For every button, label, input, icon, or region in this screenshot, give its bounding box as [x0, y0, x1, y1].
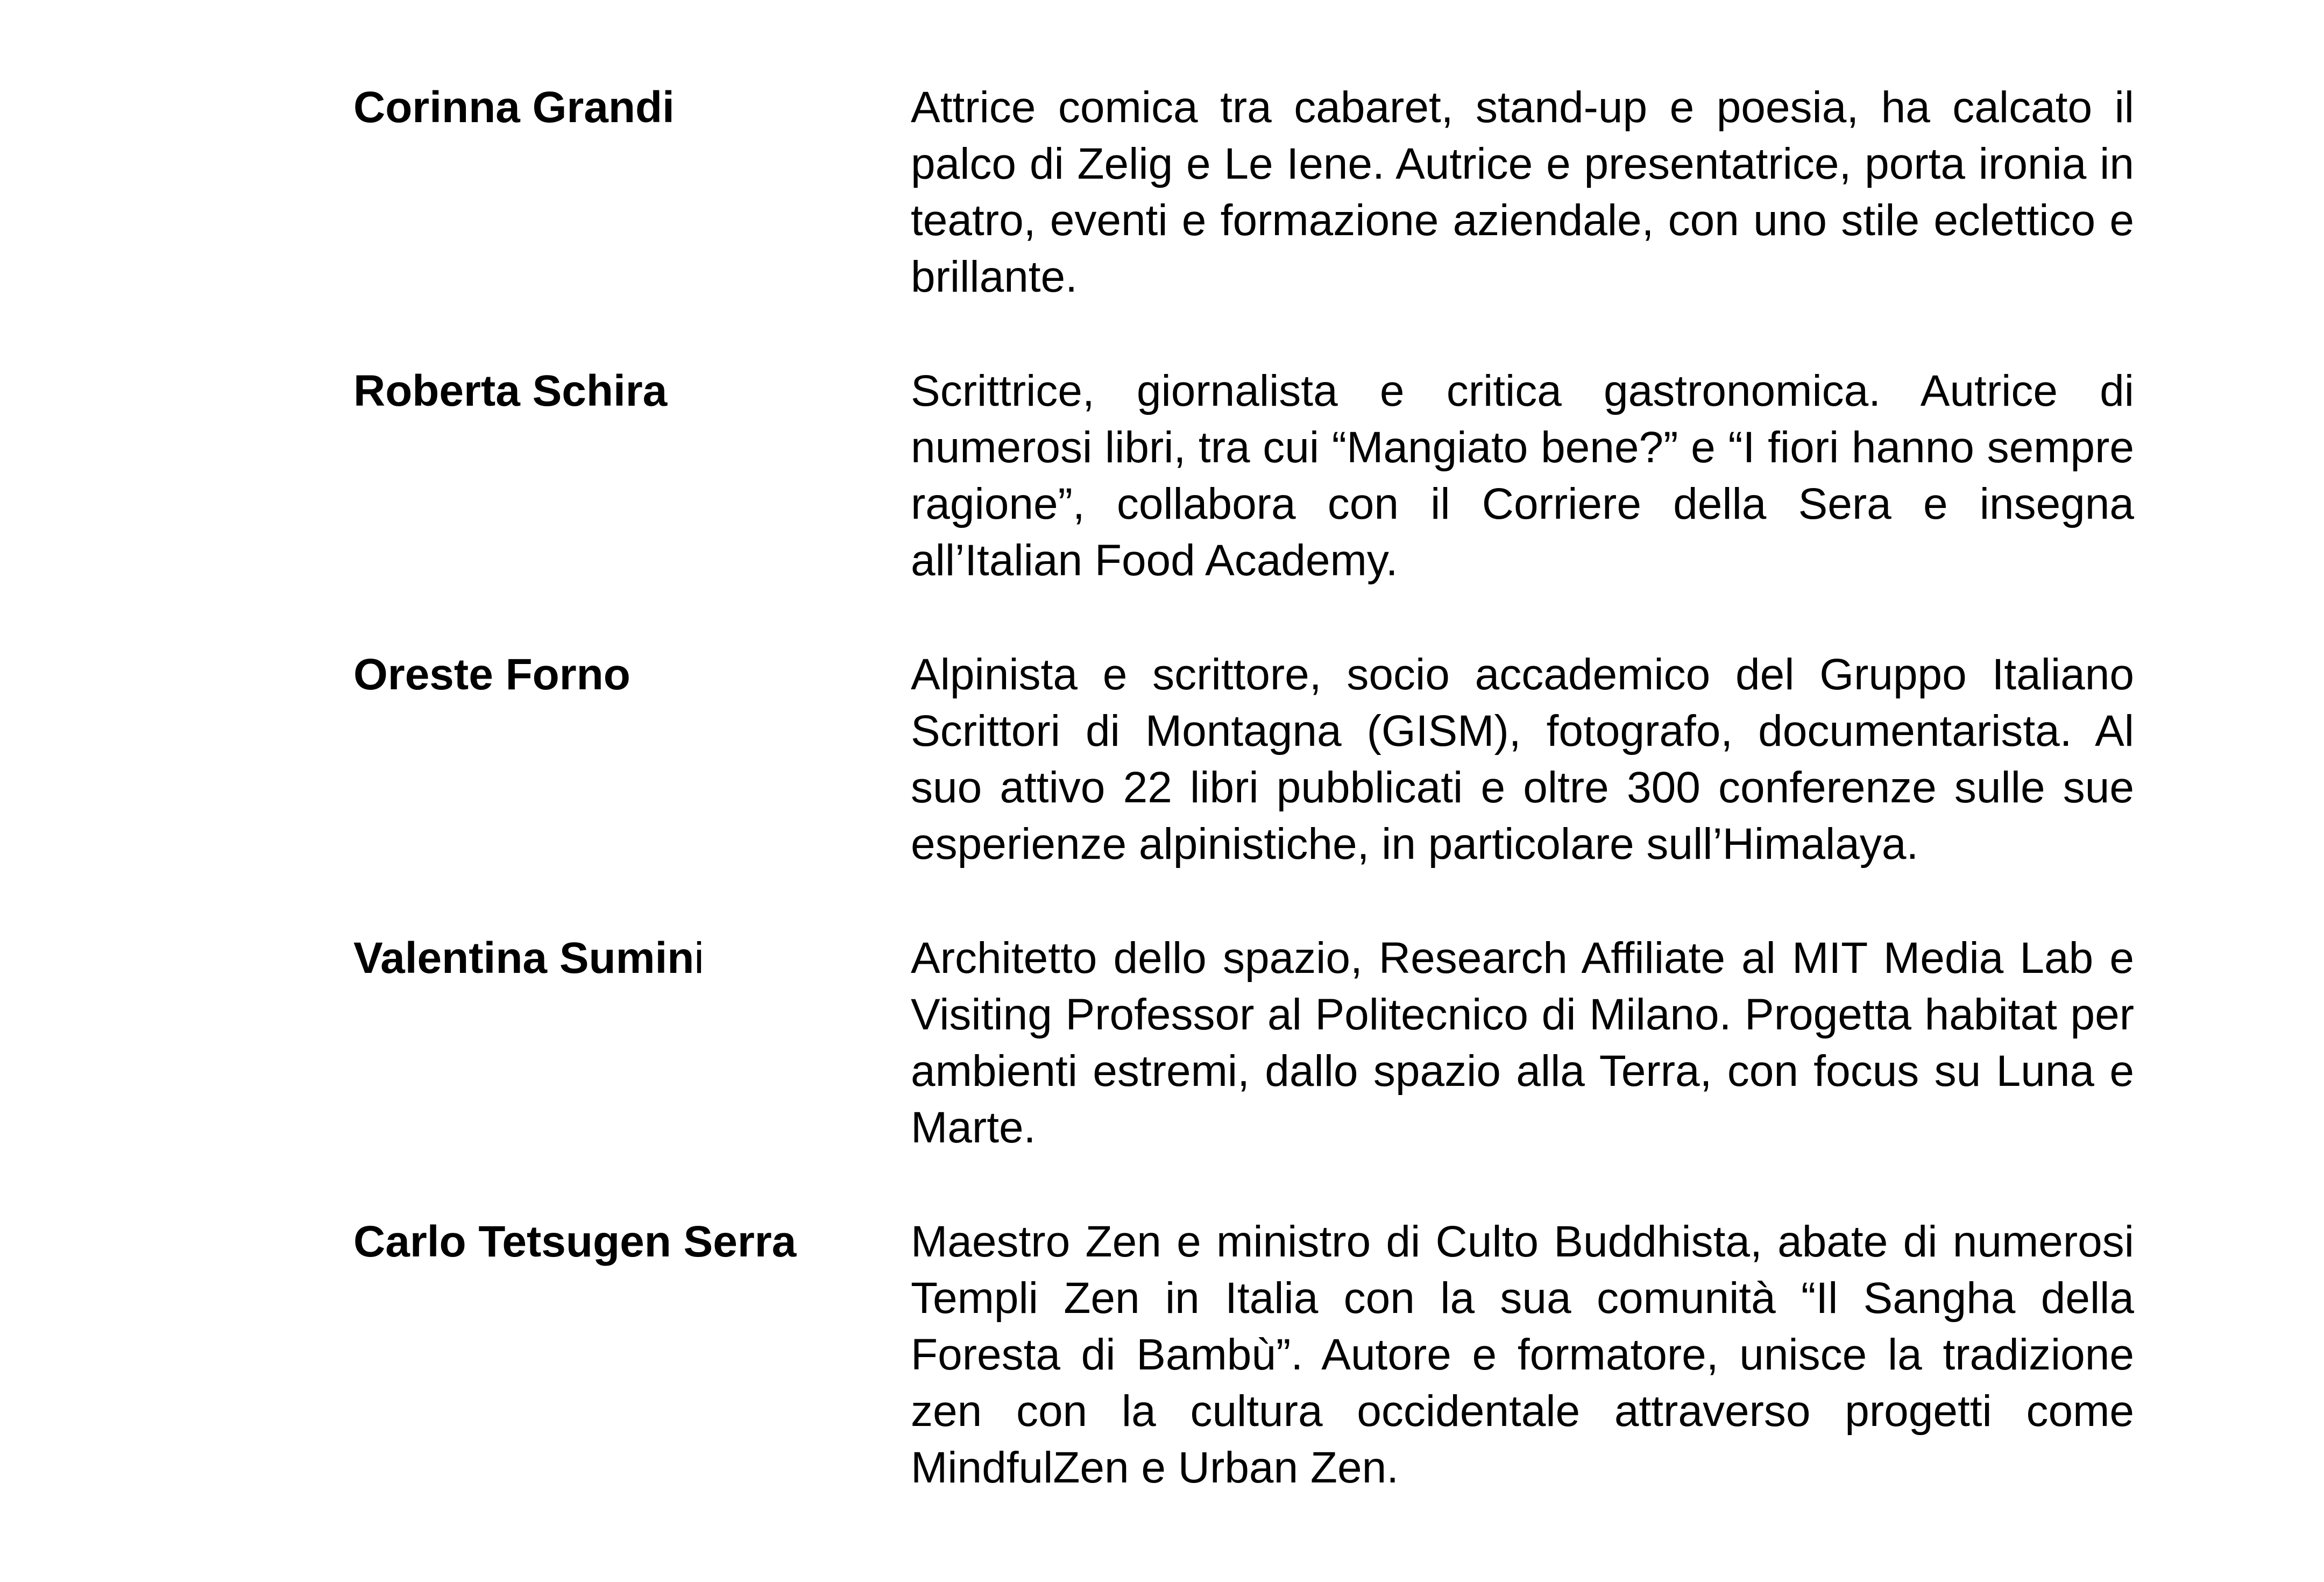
speaker-name-bold-part: Valentina Sumin — [353, 934, 695, 983]
speaker-bio: Alpinista e scrittore, socio accademico del Gruppo Italiano Scrittori di Montagna (GISM), fotografo, documentarista. Al suo attivo 22 libri pubblicati e oltre 300 conferenze sulle sue esperienze alpinistiche, in particolare sull’Himalaya. — [911, 650, 2134, 868]
speaker-name: Roberta Schira — [353, 366, 668, 415]
speaker-list — [353, 79, 2134, 1497]
speaker-name: Carlo Tetsugen Serra — [353, 1217, 797, 1266]
speaker-name-regular-part: i — [694, 934, 704, 983]
speaker-name — [353, 930, 911, 986]
speaker-entry-roberta-schira — [353, 363, 2134, 646]
speaker-entry-valentina-sumini — [353, 930, 2134, 1213]
speaker-bio: Architetto dello spazio, Research Affiliate al MIT Media Lab e Visiting Professor al Politecnico di Milano. Progetta habitat per ambienti estremi, dallo spazio alla Terra, con focus su Luna e Marte. — [911, 934, 2134, 1152]
speaker-entry-carlo-tetsugen-serra — [353, 1213, 2134, 1497]
speaker-bio: Maestro Zen e ministro di Culto Buddhista, abate di numerosi Templi Zen in Italia con la sua comunità “Il Sangha della Foresta di Bambù”. Autore e formatore, unisce la tradizione zen con la cultura occidentale attraverso progetti come MindfulZen e Urban Zen. — [911, 1217, 2134, 1492]
speaker-entry-oreste-forno — [353, 646, 2134, 930]
speaker-bio: Scrittrice, giornalista e critica gastronomica. Autrice di numerosi libri, tra cui “Mangiato bene?” e “I fiori hanno sempre ragione”, collabora con il Corriere della Sera e insegna all’Italian Food Academy. — [911, 366, 2134, 585]
speaker-bio: Attrice comica tra cabaret, stand-up e poesia, ha calcato il palco di Zelig e Le Iene. Autrice e presentatrice, porta ironia in teatro, eventi e formazione aziendale, con uno stile eclettico e brillante. — [911, 83, 2134, 301]
speaker-name: Oreste Forno — [353, 650, 630, 699]
speaker-name: Corinna Grandi — [353, 83, 675, 132]
speaker-entry-corinna-grandi — [353, 79, 2134, 363]
